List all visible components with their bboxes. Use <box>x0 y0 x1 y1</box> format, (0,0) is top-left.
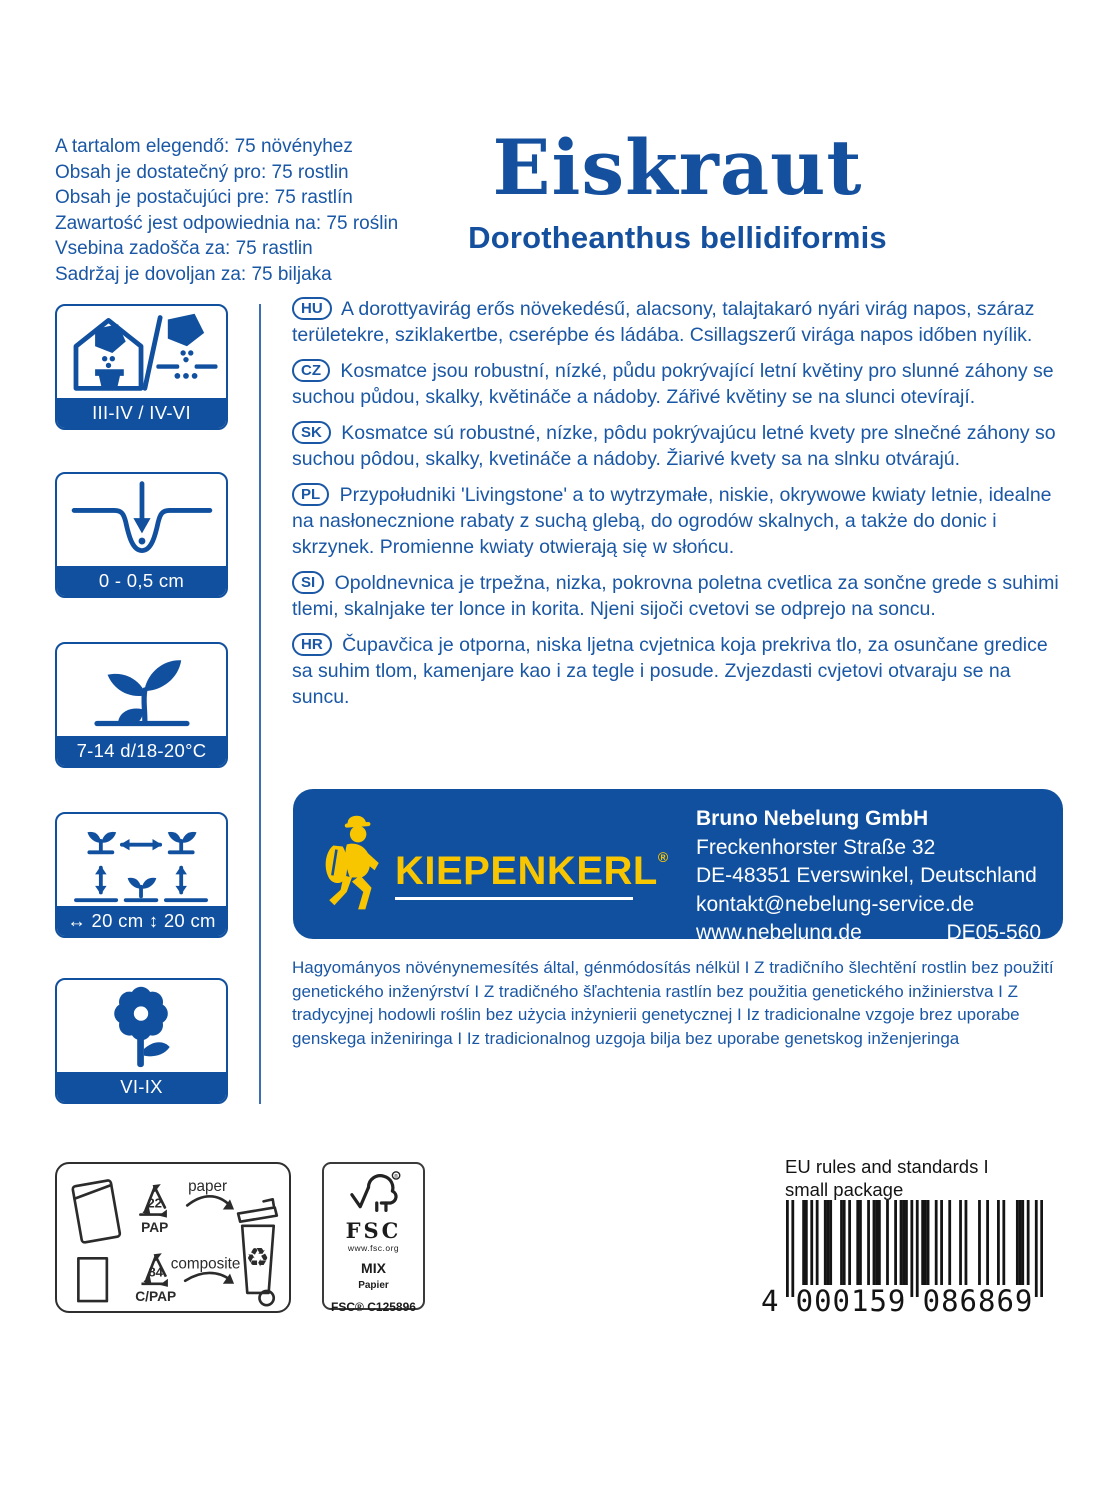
content-info-line: Vsebina zadošča za: 75 rastlin <box>55 238 313 259</box>
sowing-depth-label: 0 - 0,5 cm <box>57 566 226 596</box>
barcode-digit-first: 4 <box>761 1284 779 1318</box>
content-info-line: Obsah je postačujúci pre: 75 rastlín <box>55 187 353 208</box>
description-pl: PL Przypołudniki 'Livingstone' a to wytrzymałe, niskie, okrywowe kwiaty letnie, idealne na nasłonecznione rabaty z suchą glebą, do ogrodów skalnych, a także do donic i skrzynek. Promienne kwiaty otwierają się w słońcu. <box>292 484 1052 558</box>
barcode-digits-right: 086869 <box>922 1284 1034 1318</box>
lang-badge-hr: HR <box>292 633 332 656</box>
lang-badge-si: SI <box>292 571 324 594</box>
content-info-line: A tartalom elegendő: 75 növényhez <box>55 136 353 157</box>
producer-website: www.nebelung.de <box>696 921 862 944</box>
germination-label: 7-14 d/18-20°C <box>57 736 226 766</box>
fsc-name: FSC <box>345 1218 402 1243</box>
kiepenkerl-logo <box>321 803 669 925</box>
fsc-url: www.fsc.org <box>347 1243 400 1253</box>
content-info-line: Sadržaj je dovoljan za: 75 biljaka <box>55 263 332 285</box>
svg-text:®: ® <box>393 1174 398 1181</box>
eu-note-line2: small package <box>785 1179 904 1200</box>
producer-email: kontakt@nebelung-service.de <box>696 892 975 916</box>
sowing-depth-icon <box>57 474 226 566</box>
sowing-icon <box>57 306 226 398</box>
barcode-digits-left: 000159 <box>795 1284 907 1318</box>
fsc-license: FSC® C125896 <box>331 1300 416 1314</box>
content-info-line: Zawartość jest odpowiednia na: 75 roślin <box>55 212 399 234</box>
breeding-note: Hagyományos növénynemesítés által, génmódosítás nélkül I Z tradičního šlechtění rostlin bez použití genetického inženýrství I Z tradičného šľachtenia rastlín bez použitia genetického inžinierstva I Z tradycyjnej hodowli roślin bez użycia inżynierii genetycznej I Iz tradicionalne vzgoje brez uporabe genskega inženiringa I Iz tradicionalnog uzgoja bilja bez uporabe genetskog inženjeringa <box>292 958 1054 1048</box>
germination-icon <box>57 644 226 736</box>
spacing-icon <box>57 814 226 906</box>
lang-badge-sk: SK <box>292 421 331 444</box>
paper-recycling-label: paper <box>188 1178 228 1196</box>
description-hu: HU A dorottyavirág erős növekedésű, alacsony, talajtakaró nyári virág napos, száraz területekre, sziklakertbe, cserépbe és ládába. Csillagszerű virága napos időben nyílik. <box>292 298 1035 346</box>
lang-badge-hu: HU <box>292 297 332 320</box>
composite-recycling-label: composite <box>170 1255 241 1273</box>
flowering-label: VI-IX <box>57 1072 226 1102</box>
producer-name: Bruno Nebelung GmbH <box>696 807 929 830</box>
panel-spacing <box>55 812 228 938</box>
fsc-grade: MIX <box>361 1260 386 1276</box>
description-hr: HR Čupavčica je otporna, niska ljetna cvjetnica koja prekriva tlo, za osunčane gredice sa suhim tlom, kamenjare kao i za tegle i posude. Zvjezdasti cvjetovi otvaraju se na suncu. <box>292 634 1048 708</box>
bin-recycle-glyph: ♻ <box>245 1242 270 1273</box>
panel-flowering <box>55 978 228 1104</box>
kiepenkerl-wordmark <box>395 837 669 900</box>
recycling-box <box>55 1162 291 1313</box>
wordmark-underline <box>395 897 633 900</box>
flowering-icon <box>57 980 226 1072</box>
description-sk: SK Kosmatce sú robustné, nízke, pôdu pokrývajúcu letné kvety pre slnečné záhony so suchou pôdou, skalky, kvetináče a nádoby. Žiarivé kvety sa na slnku otvárajú. <box>292 422 1056 470</box>
product-title: Eiskraut <box>492 123 863 212</box>
fsc-box <box>322 1162 425 1314</box>
content-info-line: Obsah je dostatečný pro: 75 rostlin <box>55 161 349 183</box>
lang-badge-pl: PL <box>292 483 329 506</box>
composite-recycling-material: C/PAP <box>135 1289 177 1305</box>
fsc-tree-icon <box>345 1169 403 1215</box>
producer-box <box>293 789 1063 944</box>
brand-name: KIEPENKERL <box>395 849 658 893</box>
recycling-diagram-icon <box>57 1164 289 1311</box>
lang-badge-cz: CZ <box>292 359 330 382</box>
panel-sowing-depth <box>55 472 228 598</box>
composite-recycling-code: 84 <box>148 1264 164 1280</box>
eu-standards-note <box>785 1155 989 1201</box>
producer-street: Freckenhorster Straße 32 <box>696 835 936 859</box>
spacing-label: ↔ 20 cm ↕ 20 cm <box>57 906 226 936</box>
description-cz: CZ Kosmatce jsou robustní, nízké, půdu pokrývající letní květiny pro slunné záhony se suchou půdou, skalky, květináče a nádoby. Zářivé květiny se na slunci otevírají. <box>292 360 1054 408</box>
fsc-material: Papier <box>358 1280 389 1291</box>
kiepenkerl-man-icon <box>321 809 387 917</box>
ean-barcode <box>761 1200 1051 1316</box>
producer-code: DE05-560 <box>946 921 1041 944</box>
producer-city: DE-48351 Everswinkel, Deutschland <box>696 864 1037 887</box>
botanical-name: Dorotheanthus bellidiformis <box>468 220 887 255</box>
producer-address <box>696 805 1041 948</box>
eu-note-line1: EU rules and standards I <box>785 1156 989 1177</box>
description-si: SI Opoldnevnica je trpežna, nizka, pokrovna poletna cvetlica za sončne grede s suhimi tlemi, skalnjake ter lonce in korita. Njeni sijoči cvetovi se odprejo na soncu. <box>292 572 1059 620</box>
panel-germination <box>55 642 228 768</box>
paper-recycling-material: PAP <box>141 1219 169 1235</box>
paper-recycling-code: 22 <box>147 1195 163 1211</box>
panel-sowing-time <box>55 304 228 430</box>
sowing-time-label: III-IV / IV-VI <box>57 398 226 428</box>
registered-mark: ® <box>657 849 669 865</box>
description-list <box>292 296 1066 720</box>
column-divider <box>259 304 261 1104</box>
header <box>290 123 1065 256</box>
